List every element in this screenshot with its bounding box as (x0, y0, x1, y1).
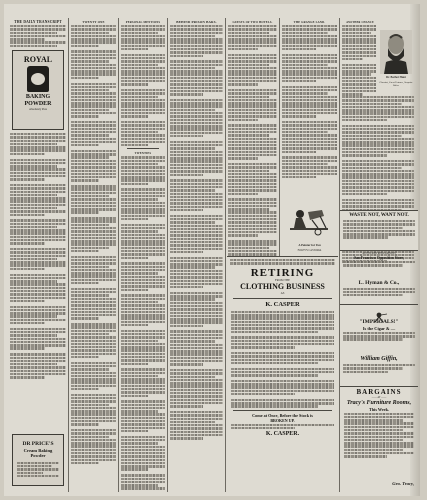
waste-not-ad (340, 210, 418, 250)
column-6 (282, 20, 337, 268)
opposition-line-1: AUTOS AND REGULATIONS (362, 252, 396, 255)
column-heading: GUESTS OF TWO HOTELS. (232, 21, 273, 24)
imperials-title: "IMPERIALS!" (359, 319, 399, 325)
waste-ad-title: WASTE NOT, WANT NOT. (349, 213, 409, 218)
opposition-line-2: San Francisco Opposition Store, (354, 255, 404, 260)
column-1 (10, 20, 66, 490)
bargains-at: —— AT —— (371, 396, 387, 399)
casper-closing: Come at Once, Before the Stock is (252, 412, 313, 418)
column-rule (167, 18, 168, 492)
masthead: THE DAILY TRANSCRIPT (14, 20, 62, 24)
imperials-sub: Is the Cigar & — (362, 325, 396, 331)
royal-baking-powder-ad (12, 50, 64, 130)
text-block (10, 25, 66, 47)
hyman-ad (340, 280, 418, 304)
portrait-engraving (380, 30, 412, 74)
bargains-week: This Week. (369, 406, 389, 412)
ad-royal-tagline: Absolutely Pure (28, 108, 48, 112)
illustration-caption-2: FOLEY'S CASTORIA (297, 249, 322, 252)
ad-price-powder: Powder (30, 453, 46, 459)
casper-business: CLOTHING BUSINESS (240, 282, 325, 292)
column-heading: THE GRANGE LAND. (293, 21, 326, 24)
giffin-name: William Giffin, (360, 356, 398, 362)
dr-prices-baking-powder-ad (12, 434, 64, 486)
giffin-ad (340, 356, 418, 384)
column-heading: ANOTHER CHANCE (346, 21, 374, 24)
column-heading: TWENTY ONE (82, 20, 105, 24)
casper-retiring-ad (227, 256, 338, 492)
casper-closing-2: BROKEN UP. (270, 417, 295, 423)
portrait-caption: Dr. Barber Hunt (386, 76, 406, 79)
casper-name: K. CASPER (265, 300, 300, 308)
engraving-illustration (288, 206, 330, 238)
cigar-smoker-icon (370, 307, 388, 317)
bargains-signature: Geo. Tracy, (392, 481, 414, 486)
column-rule (225, 18, 226, 492)
column-heading: PERSONAL MENTIONS (125, 21, 161, 24)
column-rule (68, 18, 69, 492)
tracy-furniture-ad (340, 386, 418, 492)
column-subheading: TWENTIES (134, 152, 152, 156)
ad-baking-word: BAKING (25, 94, 51, 101)
column-3 (121, 20, 165, 490)
imperials-cigar-ad (340, 304, 418, 354)
column-5 (228, 20, 277, 268)
column-heading: BEHIND PRISON BARS. (176, 20, 217, 24)
baking-powder-can-icon (27, 66, 49, 92)
ad-powder-word: POWDER (24, 101, 52, 108)
ad-price-cream: Cream Baking (23, 447, 53, 453)
hyman-name: L. Hyman & Co., (358, 280, 400, 286)
newspaper-page (4, 4, 420, 496)
casper-retiring: RETIRING (250, 266, 315, 279)
casper-signature: K. CASPER. (265, 431, 300, 438)
opposition-store-ad (340, 250, 418, 278)
bargains-title: BARGAINS (356, 388, 402, 396)
column-4 (170, 20, 223, 490)
text-block (10, 133, 66, 379)
illustration-caption: A Pointer for You (298, 243, 321, 247)
bargains-store: Tracy's Furniture Rooms, (346, 399, 412, 406)
column-2 (71, 20, 116, 490)
ad-price-name: DR PRICE'S (22, 441, 54, 447)
column-rule (118, 18, 119, 492)
casper-as: AS (280, 291, 285, 296)
portrait-caption-2: Chemist, Great Fortune, Surprise Office (379, 81, 413, 87)
casper-from: FROM THE (274, 277, 291, 282)
ad-royal-word: ROYAL (23, 55, 53, 65)
